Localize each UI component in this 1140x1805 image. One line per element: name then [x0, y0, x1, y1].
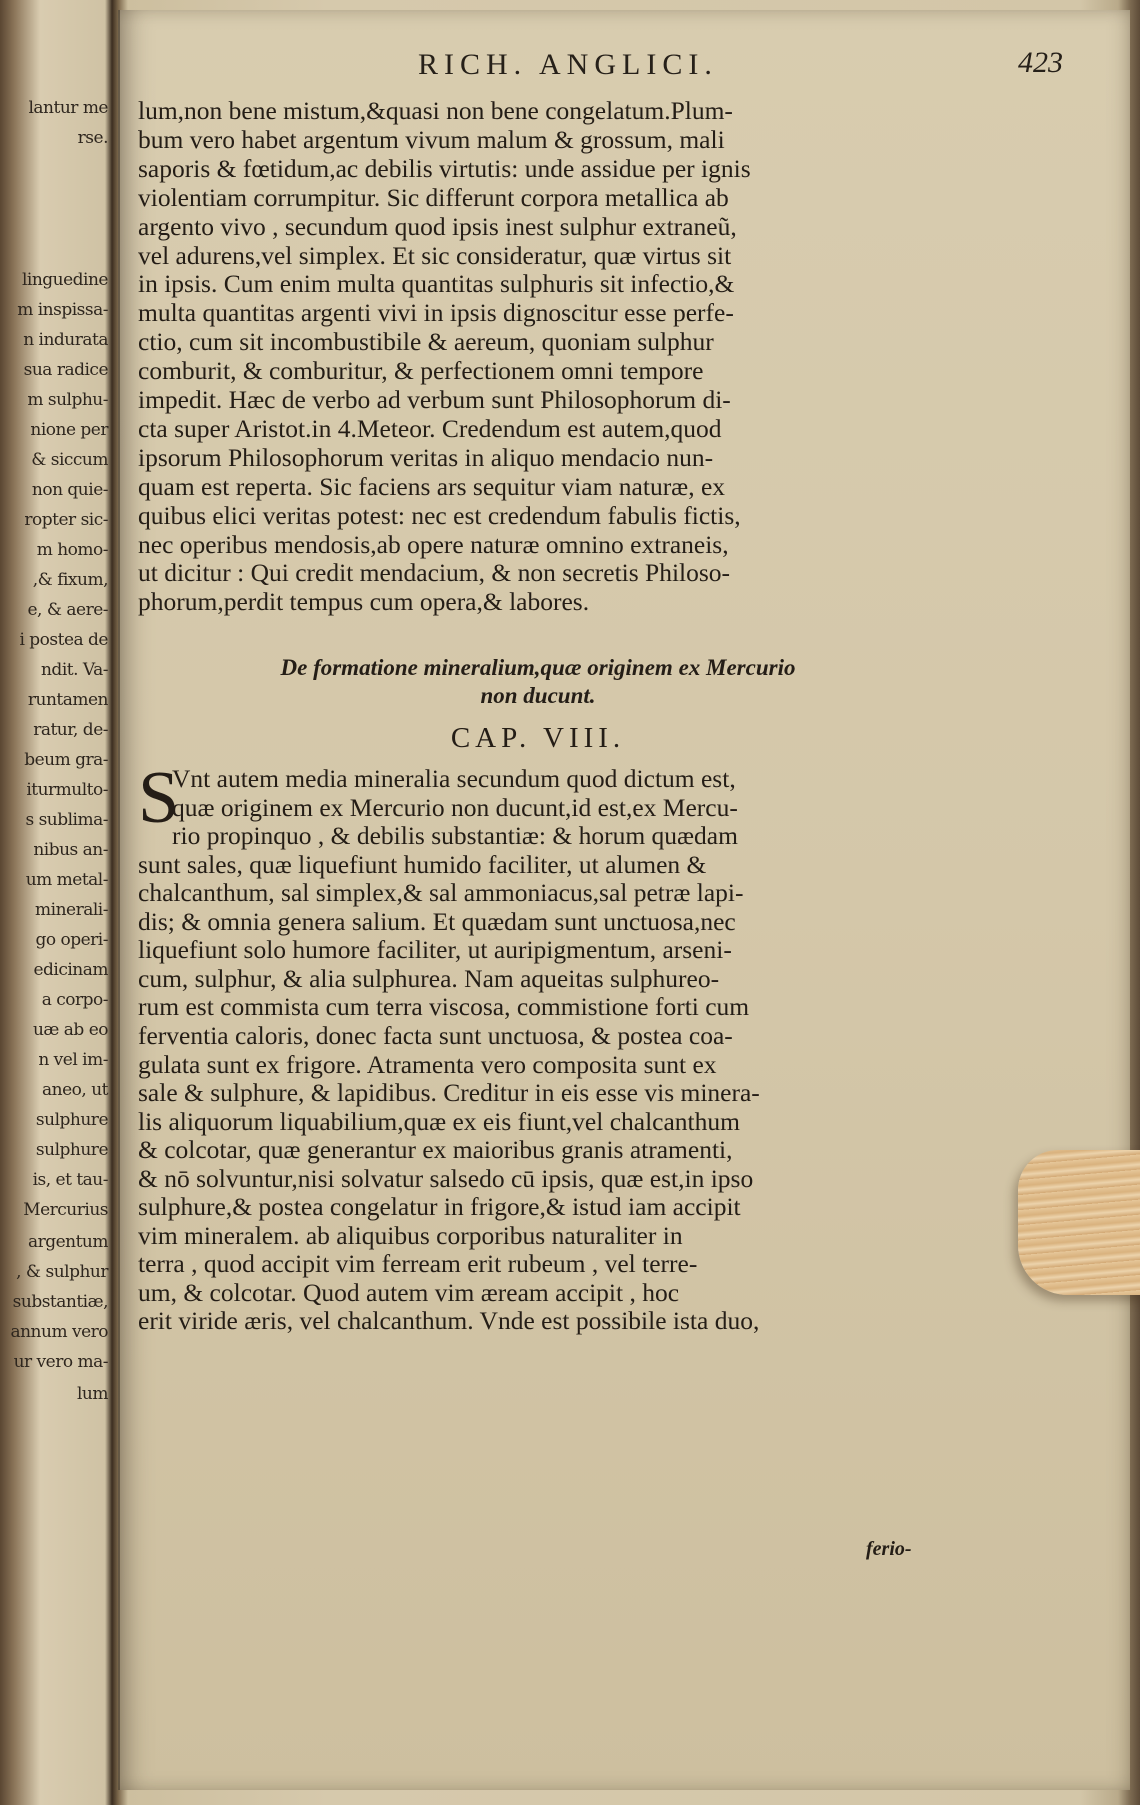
- facing-page-fragment: go operi-: [35, 930, 108, 950]
- facing-page-fragment: m homo-: [36, 540, 108, 560]
- text-line: phorum,perdit tempus cum opera,& labores.: [138, 587, 590, 617]
- facing-page-fragment: ur vero ma-: [13, 1352, 108, 1372]
- facing-page-fragment: nibus an-: [33, 840, 108, 860]
- text-line: quam est reperta. Sic faciens ars sequitur viam naturæ, ex: [138, 471, 726, 501]
- facing-page-fragment: is, et tau-: [32, 1170, 108, 1190]
- facing-page-fragment: linguedine: [21, 270, 108, 290]
- text-line: comburit, & comburitur, & perfectionem omni tempore: [138, 356, 704, 386]
- facing-page-fragment: n vel im-: [38, 1050, 108, 1070]
- facing-page-fragment: m sulphu-: [27, 390, 108, 410]
- facing-page-fragment: beum gra-: [24, 750, 108, 770]
- page-header: [298, 46, 1063, 88]
- facing-page-fragment: non quie-: [31, 480, 108, 500]
- text-line: sulphure,& postea congelatur in frigore,& istud iam accipit: [138, 1192, 741, 1222]
- facing-page-fragment: iturmulto-: [26, 780, 108, 800]
- text-line: vel adurens,vel simplex. Et sic consideratur, quæ virtus sit: [138, 240, 732, 270]
- facing-page-fragment: aneo, ut: [42, 1080, 108, 1100]
- facing-page-fragment: substantiæ,: [12, 1292, 108, 1312]
- text-line: rio propinquo , & debilis substantiæ: & horum quædam: [172, 821, 738, 851]
- text-line: vim mineralem. ab aliquibus corporibus naturaliter in: [138, 1220, 683, 1250]
- text-line: quæ originem ex Mercurio non ducunt,id est,ex Mercu-: [172, 792, 738, 822]
- text-line: um, & colcotar. Quod autem vim æream accipit , hoc: [138, 1277, 680, 1307]
- facing-page-fragment: runtamen: [27, 690, 108, 710]
- text-line: gulata sunt ex frigore. Atramenta vero composita sunt ex: [138, 1049, 717, 1079]
- facing-page-fragment: um metal-: [25, 870, 108, 890]
- facing-page-edge: [0, 0, 112, 1805]
- facing-page-fragment: ,& fixum,: [32, 570, 108, 590]
- facing-page-fragment: sua radice: [23, 360, 108, 380]
- text-line: lum,non bene mistum,&quasi non bene congelatum.Plum-: [138, 96, 733, 125]
- text-line: erit viride æris, vel chalcanthum. Vnde est possibile ista duo,: [138, 1306, 760, 1336]
- facing-page-fragment: Mercurius: [23, 1200, 108, 1220]
- text-line: Vnt autem media mineralia secundum quod dictum est,: [172, 764, 736, 793]
- catchword: ferio-: [866, 1538, 912, 1560]
- facing-page-fragment: m inspissa-: [17, 300, 108, 320]
- chapter-number: CAP. VIII.: [450, 722, 626, 754]
- facing-page-fragment: ndit. Va-: [40, 660, 108, 680]
- text-line: ipsorum Philosophorum veritas in aliquo mendacio nun-: [138, 442, 714, 472]
- facing-page-fragment: nione per: [30, 420, 108, 440]
- facing-page-fragment: sulphure: [35, 1140, 108, 1160]
- text-line: & nō solvuntur,nisi solvatur salsedo cū ipsis, quæ est,in ipso: [138, 1163, 754, 1193]
- text-line: dis; & omnia genera salium. Et quædam sunt unctuosa,nec: [138, 906, 736, 936]
- facing-page-fragment: n indurata: [23, 330, 108, 350]
- facing-page-fragment: i postea de: [19, 630, 108, 650]
- page-number: 423: [1018, 46, 1063, 79]
- facing-page-fragment: sulphure: [35, 1110, 108, 1130]
- facing-page-fragment: e, & aere-: [27, 600, 108, 620]
- facing-page-fragment: a corpo-: [41, 990, 108, 1010]
- facing-page-fragment: annum vero: [10, 1322, 108, 1342]
- text-line: ferventia caloris, donec facta sunt unctuosa, & postea coa-: [138, 1020, 733, 1050]
- text-line: ut dicitur : Qui credit mendacium, & non secretis Philoso-: [138, 558, 731, 588]
- text-line: nec operibus mendosis,ab opere naturæ omnino extraneis,: [138, 529, 729, 559]
- facing-page-fragment: , & sulphur: [16, 1262, 108, 1282]
- book-page: [118, 10, 1130, 1790]
- text-line: cta super Aristot.in 4.Meteor. Credendum est autem,quod: [138, 413, 722, 443]
- text-line: saporis & fœtidum,ac debilis virtutis: unde assidue per ignis: [138, 153, 751, 183]
- drop-cap: S: [138, 757, 180, 839]
- text-line: multa quantitas argenti vivi in ipsis dignoscitur esse perfe-: [138, 298, 734, 328]
- gutter-shadow: [118, 10, 120, 1790]
- facing-page-fragment: uæ ab eo: [32, 1020, 108, 1040]
- text-line: terra , quod accipit vim ferream erit rubeum , vel terre-: [138, 1249, 698, 1279]
- facing-page-fragment: argentum: [27, 1232, 108, 1252]
- facing-page-fragment: rse.: [77, 128, 108, 148]
- text-line: rum est commista cum terra viscosa, commistione forti cum: [138, 992, 750, 1022]
- text-line: violentiam corrumpitur. Sic differunt corpora metallica ab: [138, 182, 729, 212]
- chapter-title: De formatione mineralium,quæ originem ex Mercurio: [280, 655, 796, 680]
- text-line: in ipsis. Cum enim multa quantitas sulphuris sit infectio,&: [138, 269, 735, 299]
- running-head: RICH. ANGLICI.: [418, 48, 718, 81]
- text-line: argento vivo , secundum quod ipsis inest sulphur extraneũ,: [138, 211, 737, 241]
- text-line: sale & sulphure, & lapidibus. Creditur in eis esse vis minera-: [138, 1078, 760, 1108]
- text-line: bum vero habet argentum vivum malum & grossum, mali: [138, 124, 725, 154]
- facing-page-fragment: lum: [76, 1384, 108, 1404]
- facing-page-fragment: lantur me: [28, 98, 108, 118]
- text-line: & colcotar, quæ generantur ex maioribus granis atramenti,: [138, 1135, 733, 1165]
- text-line: liquefiunt solo humore faciliter, ut auripigmentum, arseni-: [138, 935, 732, 965]
- facing-page-fragment: edicinam: [33, 960, 108, 980]
- bookmark-ribbon: [1018, 1150, 1140, 1295]
- facing-page-fragment: & siccum: [31, 450, 108, 470]
- text-line: ctio, cum sit incombustibile & aereum, quoniam sulphur: [138, 327, 714, 357]
- text-line: chalcanthum, sal simplex,& sal ammoniacus,sal petræ lapi-: [138, 878, 744, 908]
- facing-page-fragment: ratur, de-: [33, 720, 108, 740]
- chapter-title: non ducunt.: [480, 683, 596, 708]
- facing-page-fragment: s sublima-: [25, 810, 108, 830]
- text-line: lis aliquorum liquabilium,quæ ex eis fiunt,vel chalcanthum: [138, 1106, 740, 1136]
- facing-page-fragment: minerali-: [35, 900, 108, 920]
- text-line: cum, sulphur, & alia sulphurea. Nam aqueitas sulphureo-: [138, 963, 720, 993]
- text-line: quibus elici veritas potest: nec est credendum fabulis fictis,: [138, 500, 741, 530]
- text-line: impedit. Hæc de verbo ad verbum sunt Philosophorum di-: [138, 385, 731, 414]
- text-line: sunt sales, quæ liquefiunt humido faciliter, ut alumen &: [138, 849, 707, 879]
- facing-page-fragment: ropter sic-: [24, 510, 108, 530]
